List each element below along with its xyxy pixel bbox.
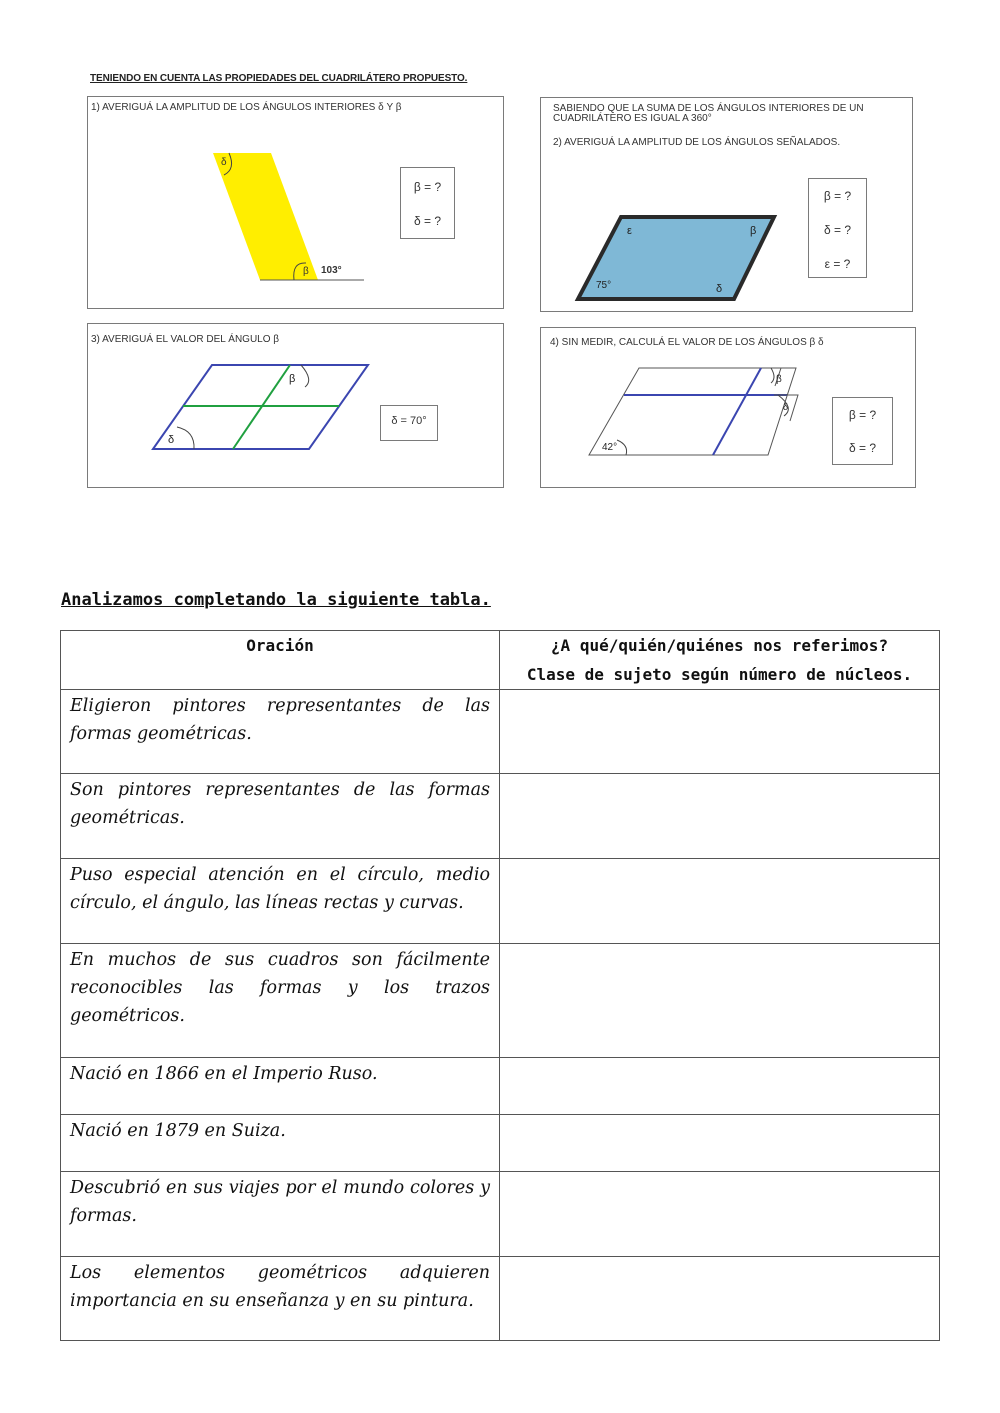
table-row (61, 859, 940, 944)
angle-42-label: 42° (602, 442, 618, 453)
exercise-3-panel (87, 323, 504, 488)
header-oracion-text: Oración (246, 636, 314, 655)
exercise-1-label: 1) AVERIGUÁ LA AMPLITUD DE LOS ÁNGULOS INTERIORES δ Y β (91, 102, 402, 113)
exercise-2-panel (540, 97, 913, 312)
beta-answer: β = ? (413, 180, 442, 194)
delta-answer: δ = ? (823, 223, 852, 237)
angle-75-label: 75° (596, 280, 612, 291)
epsilon-label: ε (627, 225, 632, 237)
delta-answer: δ = 70° (391, 415, 427, 427)
table-row (61, 1058, 940, 1115)
table-row (61, 1257, 940, 1341)
delta-label: δ (168, 434, 175, 446)
angle-42-arc (617, 440, 627, 455)
delta-label: δ (221, 157, 227, 168)
header-referent-line2: Clase de sujeto según número de núcleos. (526, 665, 913, 684)
angle-103-label: 103° (321, 265, 342, 276)
table-row (61, 944, 940, 1058)
exercise-4-answer-box (832, 397, 893, 465)
answer-cell[interactable] (500, 1058, 940, 1115)
beta-label: β (289, 373, 296, 385)
table-row (61, 1172, 940, 1257)
answer-cell[interactable] (500, 859, 940, 944)
beta-angle-arc (301, 365, 309, 387)
answer-cell[interactable] (500, 944, 940, 1058)
header-oracion (61, 631, 500, 690)
beta-answer: β = ? (823, 189, 852, 203)
delta-answer: δ = ? (848, 441, 877, 455)
delta-angle-arc (177, 427, 194, 449)
table-row (61, 690, 940, 774)
sentence-cell: Descubrió en sus viajes por el mundo colores y formas. (61, 1172, 500, 1257)
sentence-cell: Puso especial atención en el círculo, medio círculo, el ángulo, las líneas rectas y curvas. (61, 859, 500, 944)
table-header-row (61, 631, 940, 690)
answer-cell[interactable] (500, 1257, 940, 1341)
slanted-blue-segment (713, 368, 761, 455)
answer-cell[interactable] (500, 1115, 940, 1172)
exercise-2-intro-line1: SABIENDO QUE LA SUMA DE LOS ÁNGULOS INTERIORES DE UN (553, 103, 864, 114)
answer-cell[interactable] (500, 774, 940, 859)
section-title: Analizamos completando la siguiente tabla. (61, 590, 491, 610)
sentence-cell: Eligieron pintores representantes de las formas geométricas. (61, 690, 500, 774)
beta-label: β (303, 266, 309, 277)
sentence-cell: Nació en 1879 en Suiza. (61, 1115, 500, 1172)
sentence-cell: Nació en 1866 en el Imperio Ruso. (61, 1058, 500, 1115)
answer-cell[interactable] (500, 1172, 940, 1257)
exercise-4-panel (540, 327, 916, 488)
delta-label: δ (783, 402, 789, 412)
exercise-4-label: 4) SIN MEDIR, CALCULÁ EL VALOR DE LOS ÁNGULOS β δ (550, 337, 824, 348)
epsilon-answer: ε = ? (824, 257, 851, 271)
beta-angle-arc (771, 368, 774, 383)
exercise-3-figure (88, 324, 503, 487)
exercise-2-label: 2) AVERIGUÁ LA AMPLITUD DE LOS ÁNGULOS SEÑALADOS. (553, 137, 841, 148)
worksheet-header: TENIENDO EN CUENTA LAS PROPIEDADES DEL CUADRILÁTERO PROPUESTO. (90, 73, 468, 84)
beta-label: β (750, 225, 757, 237)
exercise-2-answer-box (808, 178, 867, 278)
sentence-cell: Los elementos geométricos adquieren importancia en su enseñanza y en su pintura. (61, 1257, 500, 1341)
exercise-1-panel (87, 96, 504, 309)
delta-label: δ (716, 283, 723, 295)
header-referent-line1: ¿A qué/quién/quiénes nos referimos? (550, 636, 889, 655)
exercise-2-intro-line2: CUADRILÁTERO ES IGUAL A 360° (553, 113, 712, 124)
delta-answer: δ = ? (413, 214, 442, 228)
exercise-3-answer-box (380, 405, 438, 441)
beta-answer: β = ? (848, 408, 877, 422)
table-row (61, 774, 940, 859)
beta-label: β (776, 374, 782, 385)
header-referent (500, 631, 940, 690)
answer-cell[interactable] (500, 690, 940, 774)
exercise-1-answer-box (400, 167, 455, 239)
sentence-cell: Son pintores representantes de las formas geométricas. (61, 774, 500, 859)
analysis-table (60, 630, 940, 1341)
sentence-cell: En muchos de sus cuadros son fácilmente reconocibles las formas y los trazos geométricos. (61, 944, 500, 1058)
exercise-3-label: 3) AVERIGUÁ EL VALOR DEL ÁNGULO β (91, 334, 280, 345)
table-row (61, 1115, 940, 1172)
